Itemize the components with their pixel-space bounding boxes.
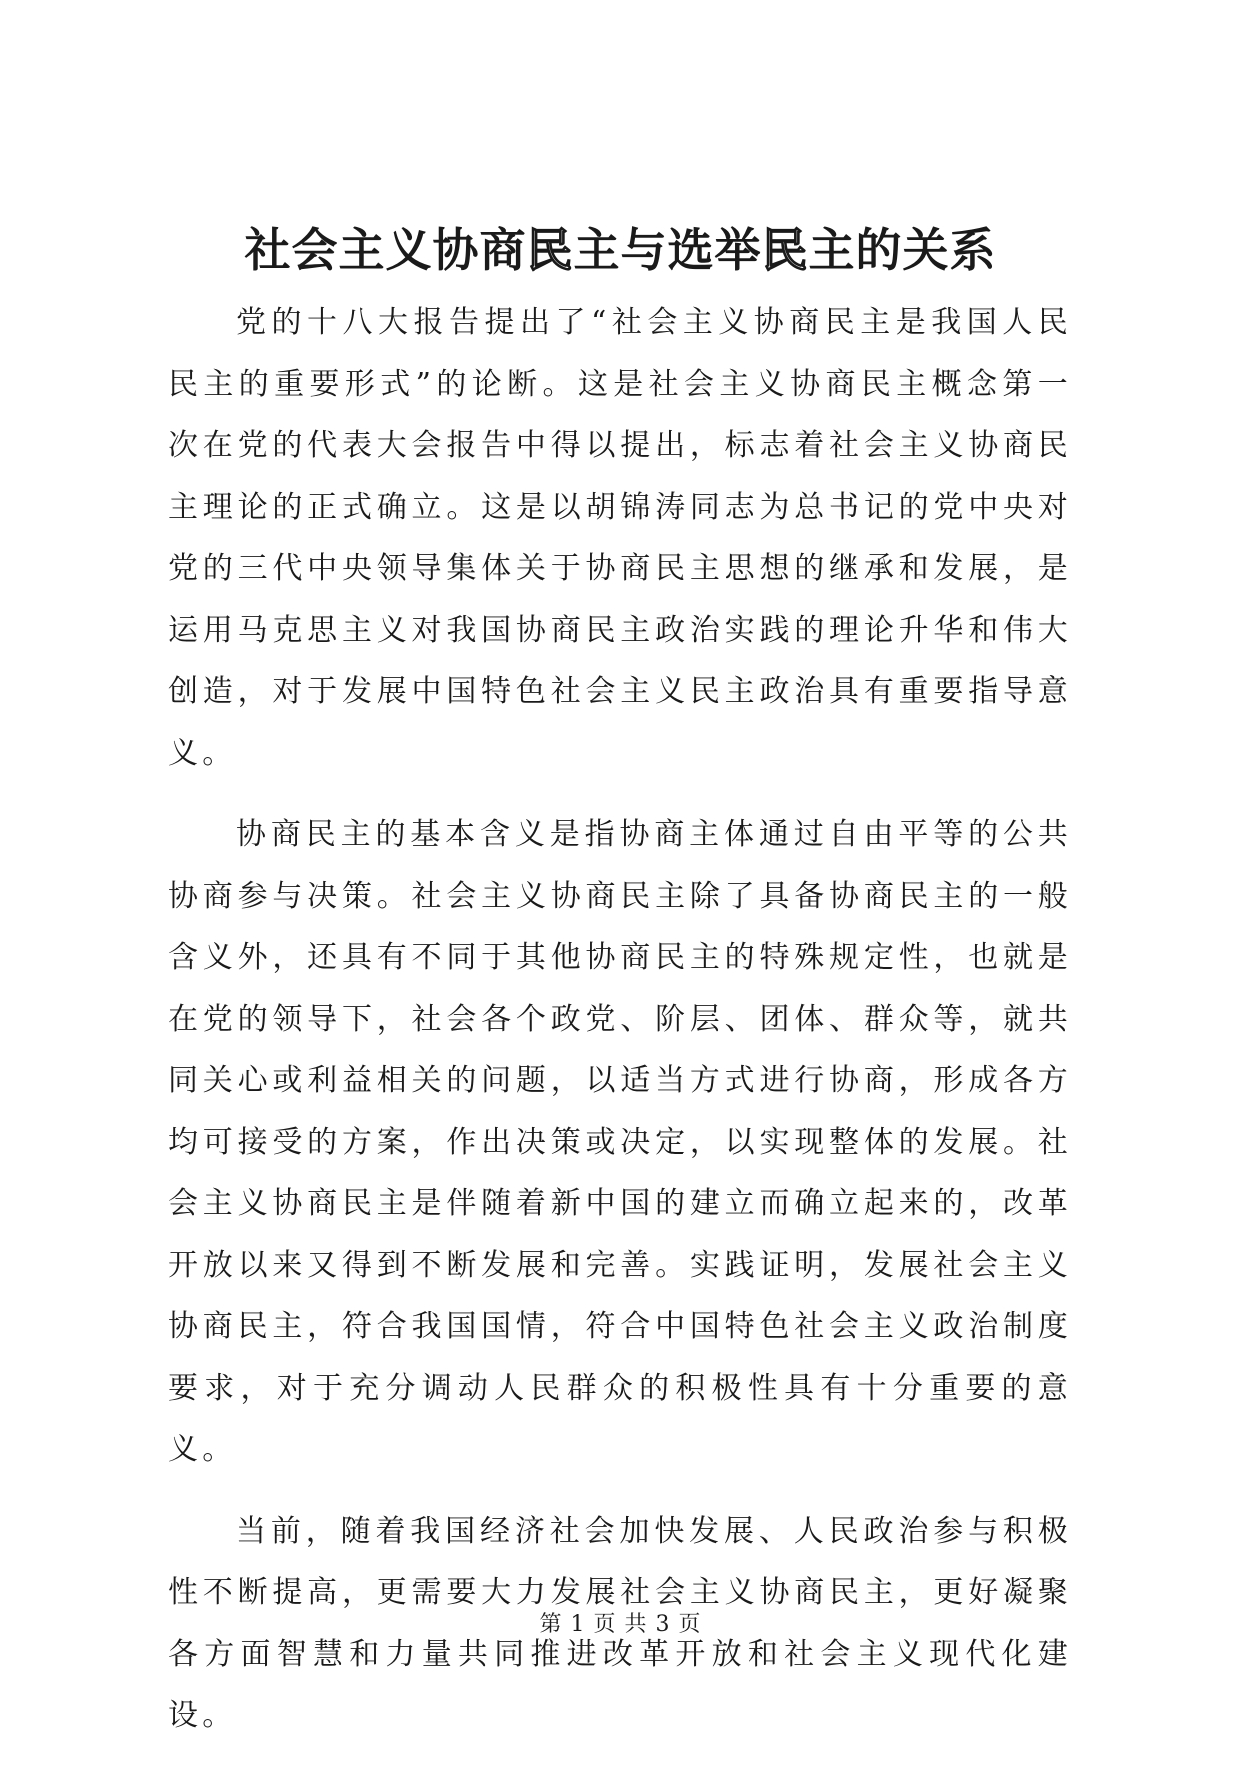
document-body [168, 292, 1072, 1767]
title-part-3: 主与选举 [573, 223, 762, 277]
title-part-4-outlined: 民 [761, 223, 809, 277]
paragraph-2: 协商民主的基本含义是指协商主体通过自由平等的公共协商参与决策。社会主义协商民主除了具备协商民主的一般含义外，还具有不同于其他协商民主的特殊规定性，也就是在党的领导下，社会各个政党、阶层、团体、群众等，就共同关心或利益相关的问题，以适当方式进行协商，形成各方均可接受的方案，作出决策或决定，以实现整体的发展。社会主义协商民主是伴随着新中国的建立而确立起来的，改革开放以来又得到不断发展和完善。实践证明，发展社会主义协商民主，符合我国国情，符合中国特色社会主义政治制度要求，对于充分调动人民群众的积极性具有十分重要的意义。 [168, 817, 1072, 1467]
paragraph-3: 当前，随着我国经济社会加快发展、人民政治参与积极性不断提高，更需要大力发展社会主义协商民主，更好凝聚各方面智慧和力量共同推进改革开放和社会主义现代化建设。 [168, 1513, 1072, 1733]
document-title [0, 222, 1241, 278]
title-part-5: 主的关系 [808, 223, 997, 277]
page-number-footer: 第 1 页 共 3 页 [539, 1612, 702, 1637]
paragraph-1: 党的十八大报告提出了“社会主义协商民主是我国人民民主的重要形式”的论断。这是社会主义协商民主概念第一次在党的代表大会报告中得以提出，标志着社会主义协商民主理论的正式确立。这是以胡锦涛同志为总书记的党中央对党的三代中央领导集体关于协商民主思想的继承和发展，是运用马克思主义对我国协商民主政治实践的理论升华和伟大创造，对于发展中国特色社会主义民主政治具有重要指导意义。 [168, 305, 1072, 771]
title-part-2-outlined: 民 [526, 223, 574, 277]
title-part-1: 社会主义协商 [244, 223, 527, 277]
